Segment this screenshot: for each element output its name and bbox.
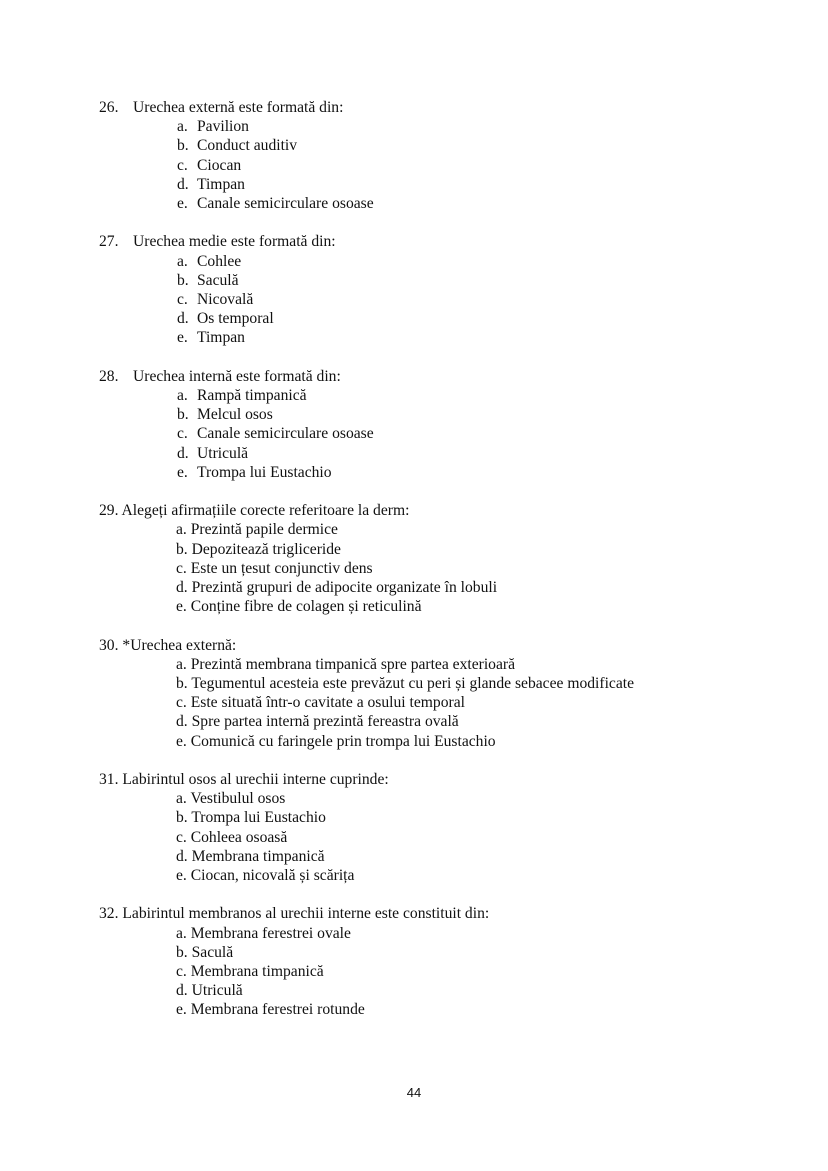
option-letter: e.	[177, 329, 188, 347]
question-stem	[99, 904, 634, 923]
answer-option	[99, 424, 634, 443]
question-text: Labirintul membranos al urechii interne este constituit din:	[122, 905, 490, 923]
option-letter: a.	[176, 655, 187, 673]
answer-option	[99, 693, 634, 712]
option-letter: e.	[176, 732, 187, 750]
question-number: 27.	[99, 233, 119, 251]
question-text: Urechea externă este formată din:	[133, 99, 344, 116]
question-text: Alegeți afirmațiile corecte referitoare la derm:	[121, 502, 410, 520]
answer-option	[99, 732, 634, 751]
answer-option	[99, 1000, 634, 1019]
answer-option	[99, 559, 634, 578]
option-letter: b.	[177, 406, 189, 424]
option-letter: d.	[176, 982, 188, 1000]
option-letter: d.	[176, 579, 188, 597]
option-letter: a.	[177, 387, 188, 405]
option-letter: d.	[176, 847, 188, 865]
answer-option	[99, 194, 634, 213]
option-text: Ciocan	[197, 156, 242, 174]
option-letter: e.	[177, 463, 188, 481]
answer-option	[99, 924, 634, 943]
option-text: Trompa lui Eustachio	[197, 463, 332, 481]
question-stem	[99, 501, 634, 520]
question-32	[99, 904, 634, 1019]
option-text: Pavilion	[197, 118, 249, 136]
answer-option	[99, 175, 634, 194]
answer-option	[99, 252, 634, 271]
question-28	[99, 367, 634, 482]
option-letter: e.	[176, 867, 187, 885]
page-number: 44	[406, 1085, 422, 1100]
option-letter: e.	[177, 195, 188, 213]
option-text: Membrana ferestrei rotunde	[190, 1001, 365, 1019]
answer-option	[99, 655, 634, 674]
question-stem	[99, 770, 634, 789]
answer-option	[99, 981, 634, 1000]
question-text: Labirintul osos al urechii interne cuprinde:	[122, 771, 389, 789]
question-number: 29.	[99, 502, 119, 520]
option-letter: e.	[176, 598, 187, 616]
option-text: Comunică cu faringele prin trompa lui Eustachio	[190, 732, 496, 750]
answer-option	[99, 520, 634, 539]
option-letter: a.	[176, 790, 187, 808]
option-text: Canale semicirculare osoase	[197, 195, 374, 213]
option-text: Prezintă grupuri de adipocite organizate în lobuli	[191, 579, 498, 597]
option-letter: d.	[177, 310, 189, 328]
option-text: Este un țesut conjunctiv dens	[190, 559, 373, 577]
answer-option	[99, 597, 634, 616]
option-text: Cohleea osoasă	[190, 828, 288, 846]
option-text: Utriculă	[197, 444, 249, 462]
question-stem	[99, 98, 634, 117]
option-text: Prezintă papile dermice	[190, 521, 338, 539]
option-letter: d.	[177, 175, 189, 193]
answer-option	[99, 386, 634, 405]
question-27	[99, 232, 634, 347]
option-letter: b.	[176, 540, 188, 558]
answer-option	[99, 405, 634, 424]
answer-option	[99, 463, 634, 482]
question-31	[99, 770, 634, 885]
option-letter: b.	[176, 675, 188, 693]
option-letter: b.	[177, 137, 189, 155]
option-text: Membrana timpanică	[191, 847, 325, 865]
option-letter: c.	[176, 963, 187, 981]
answer-option	[99, 866, 634, 885]
option-text: Melcul osos	[197, 406, 273, 424]
answer-option	[99, 290, 634, 309]
option-text: Membrana ferestrei ovale	[190, 924, 351, 942]
answer-option	[99, 136, 634, 155]
answer-option	[99, 578, 634, 597]
answer-option	[99, 808, 634, 827]
question-stem	[99, 232, 634, 251]
option-text: Os temporal	[197, 310, 274, 328]
answer-option	[99, 712, 634, 731]
option-letter: d.	[177, 444, 189, 462]
option-text: Prezintă membrana timpanică spre partea exterioară	[190, 655, 516, 673]
question-number: 31.	[99, 771, 119, 789]
question-text: Urechea medie este formată din:	[133, 233, 336, 251]
option-letter: c.	[177, 425, 188, 443]
option-text: Timpan	[197, 175, 245, 193]
option-text: Conține fibre de colagen și reticulină	[190, 598, 422, 616]
answer-option	[99, 309, 634, 328]
question-list	[99, 98, 634, 1039]
option-letter: c.	[176, 694, 187, 712]
question-text: *Urechea externă:	[122, 636, 237, 654]
question-26	[99, 98, 634, 213]
question-stem	[99, 367, 634, 386]
option-text: Utriculă	[191, 982, 243, 1000]
option-letter: c.	[176, 828, 187, 846]
question-number: 26.	[99, 99, 119, 116]
question-text: Urechea internă este formată din:	[133, 367, 341, 385]
question-number: 32.	[99, 905, 119, 923]
option-text: Canale semicirculare osoase	[197, 425, 374, 443]
option-text: Saculă	[191, 943, 234, 961]
option-letter: c.	[177, 291, 188, 309]
option-letter: a.	[176, 521, 187, 539]
question-stem	[99, 636, 634, 655]
answer-option	[99, 943, 634, 962]
option-text: Nicovală	[197, 291, 254, 309]
option-text: Tegumentul acesteia este prevăzut cu peri și glande sebacee modificate	[191, 675, 635, 693]
option-text: Cohlee	[197, 252, 242, 270]
option-letter: c.	[176, 559, 187, 577]
answer-option	[99, 674, 634, 693]
question-number: 28.	[99, 367, 119, 385]
option-letter: e.	[176, 1001, 187, 1019]
answer-option	[99, 271, 634, 290]
question-30	[99, 636, 634, 751]
option-letter: a.	[177, 252, 188, 270]
answer-option	[99, 789, 634, 808]
option-letter: d.	[176, 713, 188, 731]
option-text: Spre partea internă prezintă fereastra ovală	[191, 713, 459, 731]
question-number: 30.	[99, 636, 119, 654]
answer-option	[99, 962, 634, 981]
option-text: Conduct auditiv	[197, 137, 298, 155]
answer-option	[99, 828, 634, 847]
option-text: Ciocan, nicovală și scărița	[190, 867, 355, 885]
answer-option	[99, 117, 634, 136]
option-text: Rampă timpanică	[197, 387, 307, 405]
option-letter: b.	[176, 809, 188, 827]
option-text: Vestibulul osos	[190, 790, 286, 808]
option-text: Timpan	[197, 329, 245, 347]
answer-option	[99, 156, 634, 175]
option-letter: c.	[177, 156, 188, 174]
answer-option	[99, 847, 634, 866]
option-letter: b.	[176, 943, 188, 961]
option-letter: a.	[177, 118, 188, 136]
answer-option	[99, 540, 634, 559]
option-text: Membrana timpanică	[190, 963, 324, 981]
answer-option	[99, 328, 634, 347]
question-29	[99, 501, 634, 616]
option-text: Este situată într-o cavitate a osului temporal	[190, 694, 465, 712]
option-text: Depozitează trigliceride	[191, 540, 341, 558]
answer-option	[99, 444, 634, 463]
option-text: Trompa lui Eustachio	[191, 809, 326, 827]
option-letter: a.	[176, 924, 187, 942]
option-text: Saculă	[197, 271, 239, 289]
option-letter: b.	[177, 271, 189, 289]
